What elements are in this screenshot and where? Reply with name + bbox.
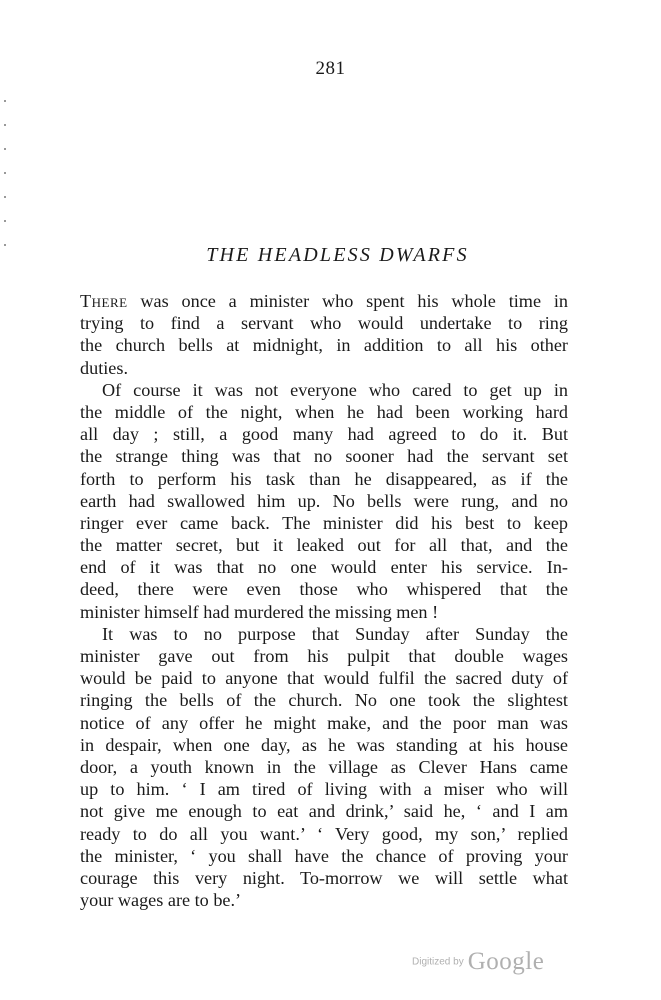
digitized-watermark [412,948,544,976]
text-line: deed, there were even those who whispered that the [80,579,568,600]
text-line: the middle of the night, when he had been working hard [80,401,568,422]
text-line: all day ; still, a good many had agreed to do it. But [80,424,568,445]
page-number: 281 [315,58,346,79]
text-line: would be paid to anyone that would fulfil the sacred duty of [80,668,568,689]
text-line: end of it was that no one would enter his service. In- [80,557,568,578]
text-line: trying to find a servant who would undertake to ring [80,313,568,334]
text-line: courage this very night. To-morrow we will settle what [80,867,568,888]
text-line: the church bells at midnight, in addition to all his other [80,335,568,356]
text-line: forth to perform his task than he disappeared, as if the [80,468,568,489]
text-line: ready to do all you want.’ ‘ Very good, my son,’ replied [80,823,568,844]
text-line: your wages are to be.’ [80,890,242,911]
text-line: earth had swallowed him up. No bells were rung, and no [80,490,568,511]
chapter-title: THE HEADLESS DWARFS [206,244,469,266]
text-line: the strange thing was that no sooner had the servant set [80,446,568,467]
text-line: minister himself had murdered the missing men ! [80,601,439,622]
text-line: up to him. ‘ I am tired of living with a miser who will [80,779,568,800]
text-line: the minister, ‘ you shall have the chance of proving your [80,845,568,866]
text-line: duties. [80,357,128,378]
margin-scan-marks [4,100,10,268]
text-line: ringing the bells of the church. No one took the slightest [80,690,568,711]
text-line: It was to no purpose that Sunday after Sunday the [102,623,568,644]
drop-word: There [80,291,128,311]
text-line: the matter secret, but it leaked out for all that, and the [80,535,568,556]
text-line: not give me enough to eat and drink,’ said he, ‘ and I am [80,801,568,822]
text-line: in despair, when one day, as he was standing at his house [80,734,568,755]
text-line: Of course it was not everyone who cared to get up in [102,379,568,400]
text-line: minister gave out from his pulpit that double wages [80,646,568,666]
text-line: ringer ever came back. The minister did his best to keep [80,512,568,533]
watermark-prefix: Digitized by [412,956,464,968]
body-text [80,290,568,911]
text-line: notice of any offer he might make, and the poor man was [80,712,568,733]
text-line: There was once a minister who spent his whole time in [80,291,568,311]
text-line: door, a youth known in the village as Clever Hans came [80,756,568,777]
google-logo-text: Google [467,948,545,975]
